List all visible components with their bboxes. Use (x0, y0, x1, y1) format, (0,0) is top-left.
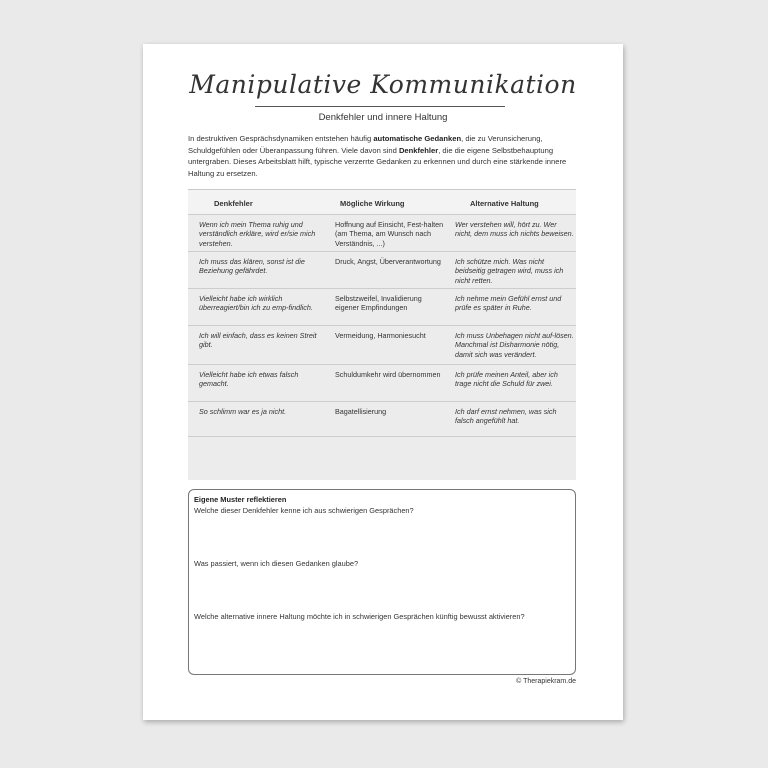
cell-denkfehler: Vielleicht habe ich wirklich überreagiert/bin ich zu emp-findlich. (199, 294, 313, 313)
cell-haltung: Wer verstehen will, hört zu. Wer nicht, dem muss ich nichts beweisen. (455, 220, 574, 239)
reflection-box (188, 489, 576, 675)
reflection-question-3: Welche alternative innere Haltung möchte ich in schwierigen Gesprächen künftig bewusst aktivieren? (194, 612, 525, 621)
table-row (188, 325, 576, 365)
cell-wirkung: Druck, Angst, Überverantwortung (335, 257, 441, 266)
reflection-question-2: Was passiert, wenn ich diesen Gedanken glaube? (194, 559, 359, 568)
intro-paragraph (188, 133, 578, 179)
title-underline (255, 106, 505, 107)
table-row (188, 288, 576, 326)
cell-wirkung: Schuldumkehr wird übernommen (335, 370, 441, 379)
cell-denkfehler: Ich will einfach, dass es keinen Streit gibt. (199, 331, 317, 350)
cell-haltung: Ich prüfe meinen Anteil, aber ich trage nicht die Schuld für zwei. (455, 370, 558, 389)
intro-bold-1: automatische Gedanken (373, 134, 462, 143)
empty-table-row (188, 436, 576, 481)
intro-text-1: In destruktiven Gesprächsdynamiken entstehen häufig (188, 134, 374, 143)
denkfehler-table (188, 189, 576, 480)
cell-wirkung: Hoffnung auf Einsicht, Fest-halten (am Thema, am Wunsch nach Verständnis, ...) (335, 220, 444, 248)
intro-text-3: , die die eigene Selbstbehauptung untergraben. Dieses Arbeitsblatt hilft, typische verzerrte Gedanken zu erkennen und durch eine stärkende innere Haltung zu ersetzen. (188, 145, 567, 178)
cell-denkfehler: Vielleicht habe ich etwas falsch gemacht. (199, 370, 299, 389)
cell-wirkung: Selbstzweifel, Invalidierung eigener Empfindungen (335, 294, 422, 313)
cell-haltung: Ich muss Unbehagen nicht auf-lösen. Manchmal ist Disharmonie nötig, damit sich was verändert. (455, 331, 574, 359)
intro-text-2: , die zu Verunsicherung, Schuldgefühlen oder Überanpassung führen. Viele davon sind (188, 134, 543, 155)
cell-wirkung: Bagatellisierung (335, 407, 387, 416)
page-subtitle: Denkfehler und innere Haltung (318, 112, 448, 123)
cell-haltung: Ich darf ernst nehmen, was sich falsch angefühlt hat. (455, 407, 557, 426)
header-denkfehler: Denkfehler (214, 199, 253, 208)
header-wirkung: Mögliche Wirkung (340, 199, 405, 208)
cell-haltung: Ich schütze mich. Was nicht beidseitig getragen wird, muss ich nicht retten. (455, 257, 564, 285)
intro-bold-2: Denkfehler (398, 145, 439, 155)
table-row (188, 364, 576, 402)
table-row (188, 251, 576, 289)
table-row (188, 214, 576, 252)
page-title: Manipulative Kommunikation (189, 70, 577, 99)
cell-wirkung: Vermeidung, Harmoniesucht (335, 331, 426, 340)
cell-denkfehler: Wenn ich mein Thema ruhig und verständlich erkläre, wird er/sie mich verstehen. (199, 220, 316, 248)
cell-haltung: Ich nehme mein Gefühl ernst und prüfe es später in Ruhe. (455, 294, 562, 313)
table-row (188, 401, 576, 437)
reflection-heading: Eigene Muster reflektieren (194, 495, 287, 504)
cell-denkfehler: So schlimm war es ja nicht. (199, 407, 287, 416)
worksheet-page (143, 44, 623, 720)
cell-denkfehler: Ich muss das klären, sonst ist die Beziehung gefährdet. (199, 257, 305, 276)
header-haltung: Alternative Haltung (470, 199, 539, 208)
table-header (188, 189, 576, 215)
reflection-question-1: Welche dieser Denkfehler kenne ich aus schwierigen Gesprächen? (194, 506, 414, 515)
copyright-footer: © Therapiekram.de (516, 678, 576, 685)
